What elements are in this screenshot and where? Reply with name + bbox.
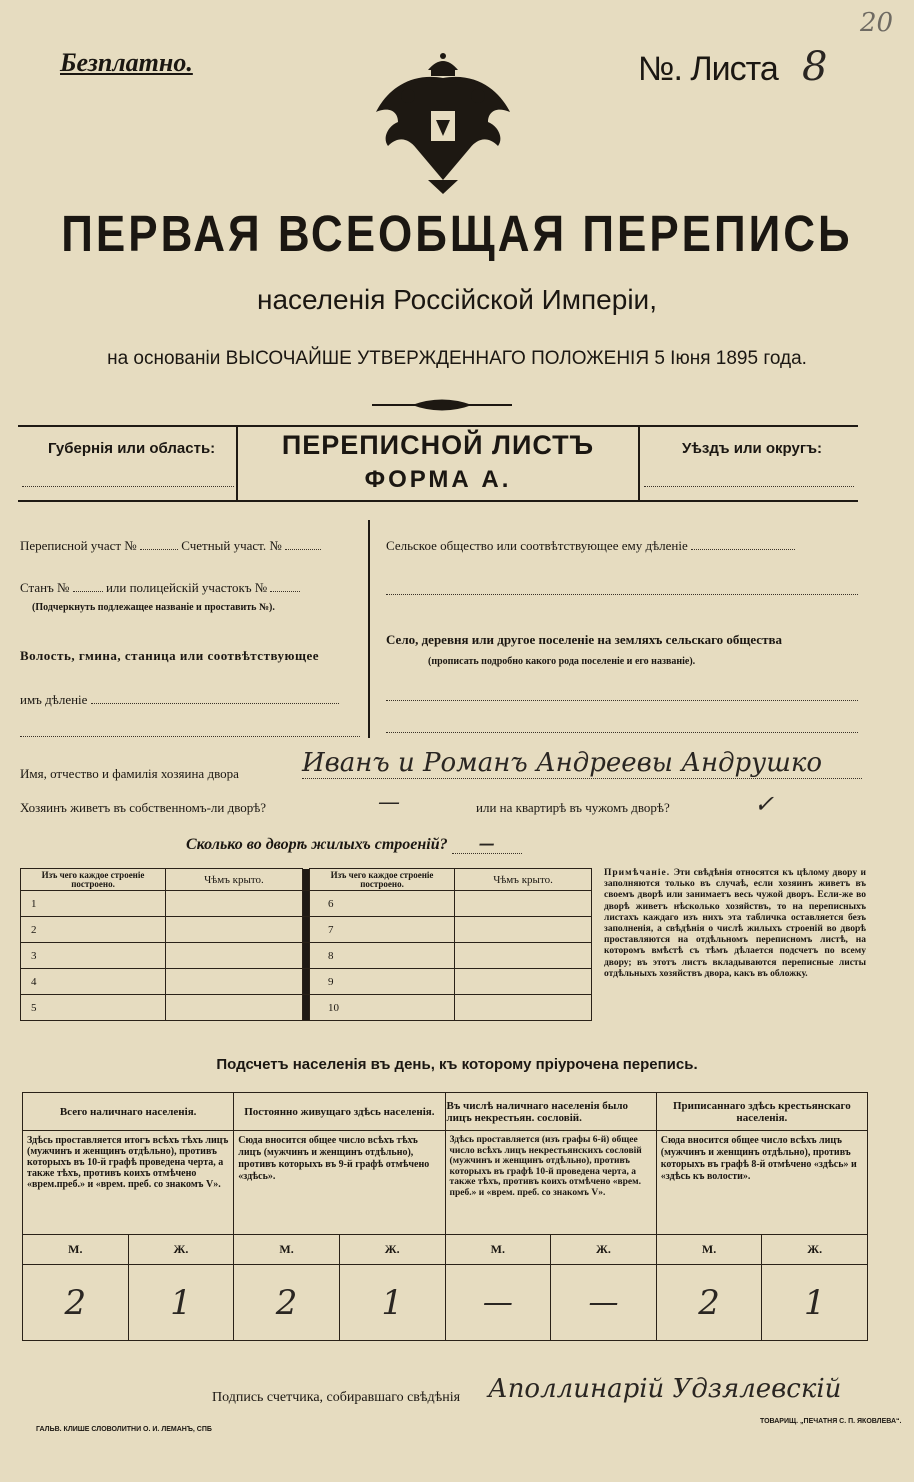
counting-district-label: Счетный участ. №: [181, 538, 282, 553]
census-district-field[interactable]: [140, 549, 178, 550]
main-title: ПЕРВАЯ ВСЕОБЩАЯ ПЕРЕПИСЬ: [61, 206, 853, 263]
registered-male-value[interactable]: 2: [656, 1265, 762, 1341]
total-present-header: Всего наличнаго населенія.: [23, 1093, 234, 1131]
building-material-header: Изъ чего каждое строеніе построено.: [21, 869, 166, 891]
female-label: Ж.: [128, 1235, 234, 1265]
male-label: М.: [445, 1235, 551, 1265]
female-label: Ж.: [339, 1235, 445, 1265]
owns-yard-value[interactable]: —: [378, 790, 400, 815]
footer-right: ТОВАРИЩ. „ПЕЧАТНЯ С. П. ЯКОВЛЕВА“.: [760, 1418, 902, 1425]
underline-note: (Подчеркнуть подлежащее названіе и проставить №).: [32, 602, 275, 613]
registered-peasant-header: Приписаннаго здѣсь крестьянскаго населенія.: [656, 1093, 867, 1131]
building-row-number: 7: [310, 917, 455, 943]
non-peasant-header: Въ числѣ наличнаго населенія было лицъ некрестьян. сословій.: [445, 1093, 656, 1131]
building-row-number: 8: [310, 943, 455, 969]
district-label: Уѣздъ или округъ:: [682, 440, 823, 457]
rents-label: или на квартирѣ въ чужомъ дворѣ?: [476, 800, 670, 815]
note-text: Эти свѣдѣнія относятся къ цѣлому двору и заполняются только въ случаѣ, если хозяинъ живетъ въ своемъ дворѣ или занимаетъ весь чужой дворъ. Если-же во дворѣ живетъ нѣсколько хозяйствъ, то на переписныхъ листахъ каждаго изъ нихъ эта табличка оставляется безъ заполненія, а свѣдѣнія о числѣ жилыхъ строеній во дворѣ проставляются на отдѣльномъ переписномъ листѣ, на которомъ вмѣстѣ съ тѣмъ дѣлается подсчетъ по всему двору; въ этотъ листъ вкладываются переписные листы отдѣльныхъ хозяйствъ двора, какъ въ обложку.: [604, 868, 866, 979]
building-row-number: 5: [21, 995, 166, 1021]
owner-value[interactable]: Иванъ и Романъ Андреевы Андрушко: [302, 748, 862, 779]
building-material-header-2: Изъ чего каждое строеніе построено.: [310, 869, 455, 891]
building-row-number: 1: [21, 891, 166, 917]
village-label: Село, деревня или другое поселеніе на земляхъ сельскаго общества: [386, 632, 782, 647]
permanent-desc: Сюда вносится общее число всѣхъ тѣхъ лицъ (мужчинъ и женщинъ отдѣльно), противъ которыхъ въ 9-й графѣ отмѣчено «здѣсь».: [234, 1131, 445, 1235]
village-field-1[interactable]: [386, 686, 858, 701]
male-label: М.: [656, 1235, 762, 1265]
male-label: М.: [23, 1235, 129, 1265]
stan-label: Станъ №: [20, 580, 70, 595]
subdivision-label: имъ дѣленіе: [20, 692, 88, 707]
free-label: Безплатно.: [60, 48, 193, 77]
police-field[interactable]: [270, 591, 300, 592]
note-heading: Примѣчаніе.: [604, 868, 671, 878]
building-row-number: 4: [21, 969, 166, 995]
building-row-number: 3: [21, 943, 166, 969]
population-heading: Подсчетъ населенія въ день, къ которому пріурочена перепись.: [216, 1056, 698, 1073]
buildings-value[interactable]: —: [452, 834, 522, 854]
owner-label: Имя, отчество и фамилія хозяина двора: [20, 766, 239, 781]
building-row-number: 10: [310, 995, 455, 1021]
non-peasant-desc: Здѣсь проставляется (изъ графы 6-й) общее число всѣхъ лицъ некрестьянскихъ сословій (мужчинъ и женщинъ отдѣльно), противъ которыхъ въ графѣ 10-й проведена черта, а также тѣхъ, противъ коихъ отмѣчено «врем. преб.» и «врем. преб. со знакомъ V».: [445, 1131, 656, 1235]
sheet-number-value: 8: [802, 44, 828, 90]
permanent-header: Постоянно живущаго здѣсь населенія.: [234, 1093, 445, 1131]
signature-label: Подпись счетчика, собиравшаго свѣдѣнія: [212, 1390, 461, 1405]
total-present-desc: Здѣсь проставляется итогъ всѣхъ тѣхъ лицъ (мужчинъ и женщинъ отдѣльно), противъ которыхъ въ 10-й графѣ проведена черта, а также тѣхъ, противъ коихъ отмѣчено «врем.преб.» и «врем. преб. со знакомъ V».: [23, 1131, 234, 1235]
non-peasant-female-value[interactable]: —: [551, 1265, 657, 1341]
basis-line: на основаніи ВЫСОЧАЙШЕ УТВЕРЖДЕННАГО ПОЛОЖЕНІЯ 5 Іюня 1895 года.: [107, 348, 807, 369]
non-peasant-male-value[interactable]: —: [445, 1265, 551, 1341]
volost-label: Волость, гмина, станица или соотвѣтствующее: [20, 648, 319, 663]
subdivision-extra-field[interactable]: [20, 722, 360, 737]
form-title: ПЕРЕПИСНОЙ ЛИСТЪ: [281, 430, 595, 460]
building-row-number: 2: [21, 917, 166, 943]
owns-yard-label: Хозяинъ живетъ въ собственномъ-ли дворѣ?: [20, 800, 267, 815]
counting-district-field[interactable]: [285, 549, 321, 550]
building-row-number: 9: [310, 969, 455, 995]
roof-header: Чѣмъ крыто.: [166, 869, 303, 891]
female-label: Ж.: [551, 1235, 657, 1265]
roof-header-2: Чѣмъ крыто.: [455, 869, 592, 891]
subtitle: населенія Россійской Имперіи,: [257, 284, 657, 315]
subdivision-field[interactable]: [91, 703, 339, 704]
province-label: Губернія или область:: [48, 440, 216, 457]
population-table: [22, 1092, 868, 1341]
permanent-female-value[interactable]: 1: [339, 1265, 445, 1341]
permanent-male-value[interactable]: 2: [234, 1265, 340, 1341]
signature-value[interactable]: Аполлинарій Удзялевскій: [488, 1374, 842, 1404]
footer-left: ГАЛЬВ. КЛИШЕ СЛОВОЛИТНИ О. И. ЛЕМАНЪ, СПБ: [36, 1426, 212, 1433]
buildings-table: [20, 868, 592, 1021]
rents-mark[interactable]: ✓: [754, 790, 775, 818]
total-male-value[interactable]: 2: [23, 1265, 129, 1341]
stan-field[interactable]: [73, 591, 103, 592]
village-note: (прописать подробно какого рода поселеніе и его названіе).: [428, 656, 696, 667]
male-label: М.: [234, 1235, 340, 1265]
rural-society-field[interactable]: [691, 549, 795, 550]
registered-female-value[interactable]: 1: [762, 1265, 868, 1341]
registered-peasant-desc: Сюда вносится общее число всѣхъ лицъ (мужчинъ и женщинъ отдѣльно), противъ которыхъ въ графѣ 8-й отмѣчено «здѣсь» и «здѣсь къ волости».: [656, 1131, 867, 1235]
province-field[interactable]: [22, 470, 234, 487]
police-label: или полицейскій участокъ №: [105, 580, 268, 595]
district-field[interactable]: [644, 470, 854, 487]
village-field-2[interactable]: [386, 718, 858, 733]
sheet-number-label: №. Листа: [638, 50, 778, 88]
corner-number: 20: [860, 8, 894, 38]
double-headed-eagle-emblem: [368, 52, 518, 194]
buildings-label: Сколько во дворѣ жилыхъ строеній?: [186, 836, 448, 853]
rural-society-extra-field[interactable]: [386, 580, 858, 595]
building-row-number: 6: [310, 891, 455, 917]
ornament-divider: [372, 396, 512, 414]
female-label: Ж.: [762, 1235, 868, 1265]
census-district-label: Переписной участ №: [20, 538, 137, 553]
rural-society-label: Сельское общество или соотвѣтствующее ему дѣленіе: [386, 538, 688, 553]
form-letter: ФОРМА А.: [364, 466, 512, 493]
total-female-value[interactable]: 1: [128, 1265, 234, 1341]
